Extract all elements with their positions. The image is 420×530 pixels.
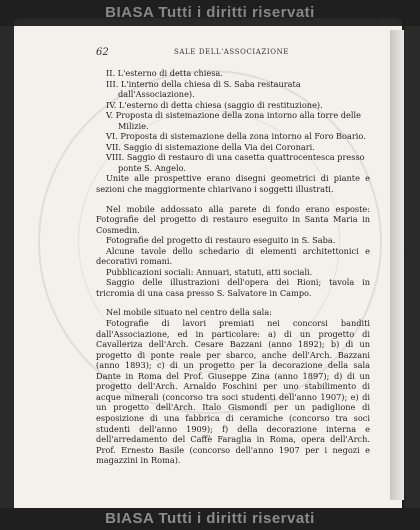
list-item: III. L'interno della chiesa di S. Saba restaurata dall'Associazione).	[106, 78, 301, 100]
page-header	[96, 47, 388, 61]
paragraph: Fotografie di lavori premiati nei concorsi banditi dall'Associazione, ed in particolare: a) di un progetto di Cavalleriza dell'Arch. Cesare Bazzani (anno 1892); b) di un progetto di ponte reale per sbarco, anche dell'Arch. Bazzani (anno 1893); c) di un progetto per la decorazione della sala Dante in Roma del Prof. Giuseppe Zina (anno 1897); d) di un progetto dell'Arch. Arnaldo Foschini per uno stabilimento di acque minerali (concorso tra soci studenti dell'anno 1907); e) di un progetto dell'Arch. Italo Gismondi per un padiglione di esposizione di una fabbrica di ceramiche (concorso tra soci studenti dell'anno 1909); f) della decorazione interna e dell'arredamento del Caffè Faraglia in Roma, opera dell'Arch. Prof. Ernesto Basile (concorso dell'anno 1907 per i negozi e magazzini in Roma).	[96, 318, 370, 466]
page-content	[96, 68, 370, 466]
page-edge	[390, 30, 404, 500]
list-item: VI. Proposta di sistemazione della zona intorno al Foro Boario.	[106, 131, 366, 142]
list-item: V. Proposta di sistemazione della zona intorno alla torre delle Milizie.	[106, 110, 361, 131]
paragraph: Saggio delle illustrazioni dell'opera dei Rioni; tavola in tricromia di una casa presso S. Salvatore in Campo.	[96, 277, 370, 298]
paragraph: Nel mobile addossato alla parete di fondo erano esposte: Fotografie del progetto di restauro eseguito in Santa Maria in Cosmedin.	[96, 203, 370, 235]
paragraph: Unite alle prospettive erano disegni geometrici di piante e sezioni che maggiormente chiarivano i soggetti illustrati.	[96, 173, 370, 195]
paragraph: Nel mobile situato nel centro della sala:	[106, 307, 272, 318]
list-item: IV. L'esterno di detta chiesa (saggio di restituzione).	[106, 99, 323, 110]
list-item: VII. Saggio di sistemazione della Via dei Coronari.	[106, 141, 315, 152]
list-item: VIII. Saggio di restauro di una casetta quattrocentesca presso ponte S. Angelo.	[106, 152, 365, 173]
paragraph: Pubblicazioni sociali: Annuari, statuti, atti sociali.	[106, 266, 313, 277]
paragraph: Fotografie del progetto di restauro eseguito in S. Saba.	[106, 235, 336, 246]
watermark-top: BIASA Tutti i diritti riservati	[0, 0, 420, 26]
page-number: 62	[96, 47, 109, 58]
watermark-bottom: BIASA Tutti i diritti riservati	[0, 508, 420, 530]
paragraph: Alcune tavole dello schedario di elementi architettonici e decorativi romani.	[96, 245, 370, 267]
running-head: SALE DELL'ASSOCIAZIONE	[174, 48, 290, 56]
list-item: II. L'esterno di detta chiesa.	[106, 68, 223, 78]
